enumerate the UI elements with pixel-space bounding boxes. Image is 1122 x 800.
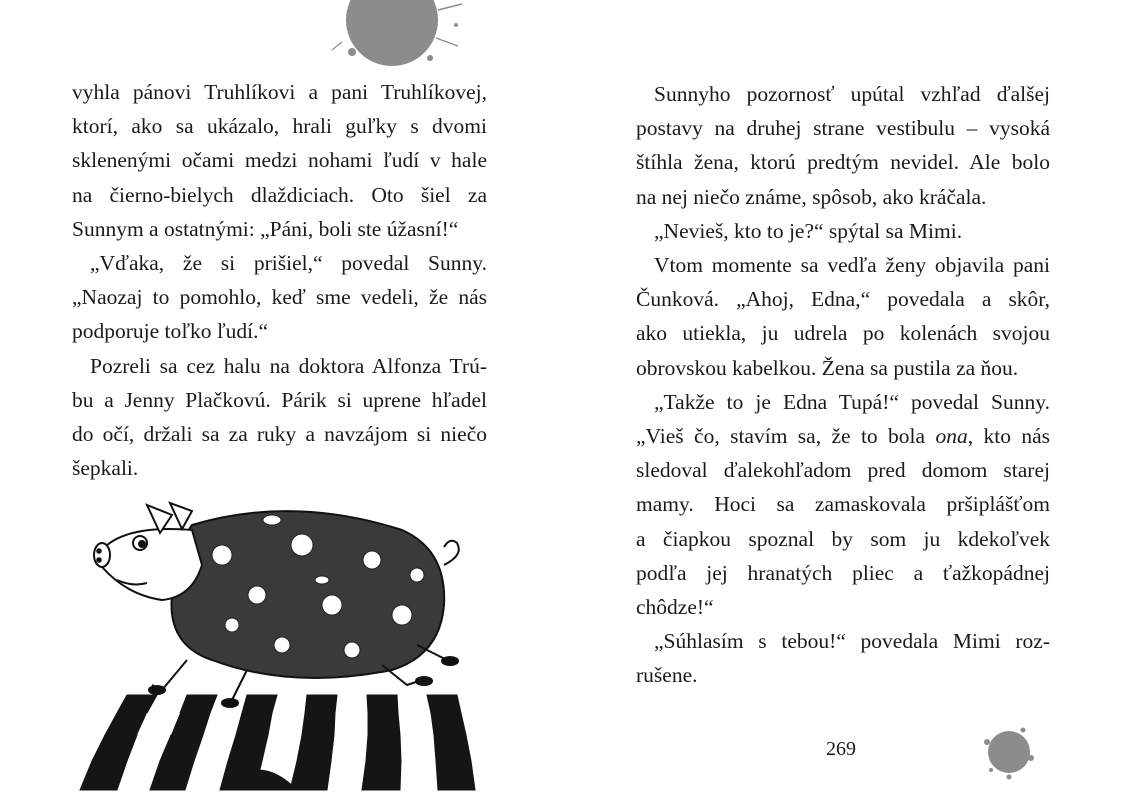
checkered-floor — [80, 695, 475, 790]
paragraph — [72, 246, 487, 349]
text-line: vyhla pánovi Truhlíkovi a pani Truhlíkovej, — [72, 80, 487, 104]
text-line: Čunková. „Ahoj, Edna,“ povedala a skôr, — [636, 287, 1050, 312]
paragraph — [72, 349, 487, 486]
pig-figure — [94, 503, 459, 707]
paragraph — [636, 248, 1050, 385]
text-line: Pozreli sa cez halu na doktora Alfonza Trú- — [90, 353, 487, 378]
text-line: ktorí, ako sa ukázalo, hrali guľky s dvomi — [72, 114, 487, 139]
paragraph — [636, 385, 1050, 624]
text-line: štíhla žena, ktorú predtým nevidel. Ale bolo — [636, 150, 1050, 175]
paragraph — [72, 75, 487, 246]
text-line: šepkali. — [72, 456, 139, 481]
text-line: mamy. Hoci sa zamaskovala pršiplášťom — [636, 492, 1050, 517]
text-line: sledoval ďalekohľadom pred domom starej — [636, 458, 1050, 483]
text-line-with-italic — [636, 419, 1050, 453]
text-line: Sunnyho pozornosť upútal vzhľad ďalšej — [654, 82, 1050, 106]
right-page — [561, 0, 1122, 800]
text-line: „Takže to je Edna Tupá!“ povedal Sunny. — [654, 389, 1050, 414]
text-line: na nej niečo známe, spôsob, ako kráčala. — [636, 184, 987, 209]
text-line: ako utiekla, ju udrela po kolenách svojou — [636, 321, 1050, 346]
text-line: a čiapkou spoznal by som ju kdekoľvek — [636, 526, 1050, 551]
italic-word: ona — [935, 424, 968, 449]
text-line: do očí, držali sa za ruky a navzájom si niečo — [72, 422, 487, 447]
paragraph — [636, 624, 1050, 692]
text-line: Vtom momente sa vedľa ženy objavila pani — [654, 253, 1050, 278]
text-line: obrovskou kabelkou. Žena sa pustila za ňou. — [636, 355, 1019, 380]
text-line: „Nevieš, kto to je?“ spýtal sa Mimi. — [654, 218, 963, 243]
text-segment: „Vieš čo, stavím sa, že to bola — [636, 424, 936, 449]
text-line: bu a Jenny Plačkovú. Párik si uprene hľadel — [72, 387, 487, 412]
text-line: rušene. — [636, 663, 698, 688]
ink-blot-top — [330, 0, 470, 75]
text-line: postavy na druhej strane vestibulu – vysoká — [636, 116, 1050, 141]
text-line: podporuje toľko ľudí.“ — [72, 319, 269, 344]
text-line: „Súhlasím s tebou!“ povedala Mimi roz- — [654, 629, 1050, 654]
text-line: „Naozaj to pomohlo, keď sme vedeli, že nás — [72, 285, 487, 310]
page-number: 269 — [826, 738, 856, 760]
left-page-text — [72, 75, 487, 485]
text-line: sklenenými očami medzi nohami ľudí v hale — [72, 148, 487, 173]
right-page-text — [636, 77, 1050, 693]
text-line: Sunnym a ostatnými: „Páni, boli ste úžasní!“ — [72, 216, 459, 241]
text-line: chôdze!“ — [636, 595, 714, 620]
text-line: na čierno-bielych dlaždiciach. Oto šiel za — [72, 182, 487, 207]
text-line: podľa jej hranatých pliec a ťažkopádnej — [636, 560, 1050, 585]
text-line: „Vďaka, že si prišiel,“ povedal Sunny. — [90, 251, 487, 276]
paragraph — [636, 214, 1050, 248]
text-segment: , kto nás — [967, 424, 1050, 449]
paragraph — [636, 77, 1050, 214]
ink-blot-bottom — [979, 722, 1039, 782]
pig-in-floral-dress-illustration — [72, 485, 492, 800]
